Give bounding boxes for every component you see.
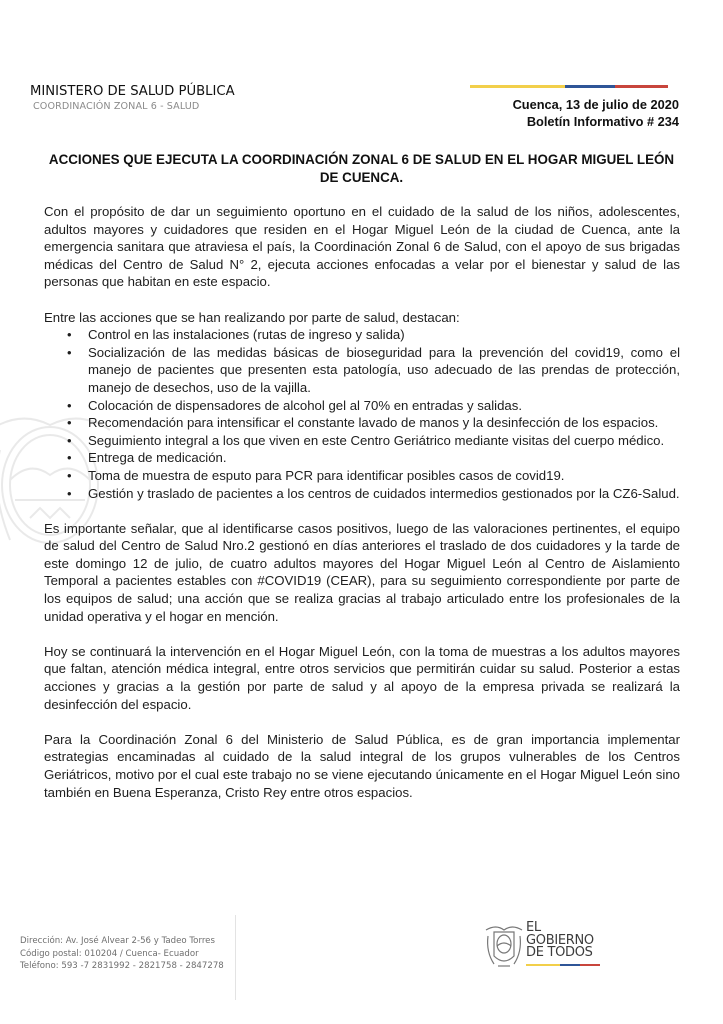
flag-yellow-segment (470, 85, 565, 88)
list-item: • Toma de muestra de esputo para PCR para identificar posibles casos de covid19. (88, 467, 680, 485)
footer-phone: Teléfono: 593 -7 2831992 - 2821758 - 2847278 (20, 961, 224, 971)
document-title (40, 151, 683, 187)
date: Cuenca, 13 de julio de 2020 (512, 97, 679, 112)
coat-of-arms-icon (484, 922, 524, 970)
footer-divider (235, 915, 236, 1000)
list-item: • Entrega de medicación. (88, 449, 680, 467)
footer-contact (20, 935, 224, 973)
title-line-2: DE CUENCA. (319, 170, 404, 185)
title-line-1: ACCIONES QUE EJECUTA LA COORDINACIÓN ZONAL 6 DE SALUD EN EL HOGAR MIGUEL LEÓN (48, 152, 675, 167)
gobierno-de-todos-logo (484, 922, 614, 972)
actions-list-intro: Entre las acciones que se han realizando por parte de salud, destacan: (44, 309, 460, 325)
list-item: • Gestión y traslado de pacientes a los centros de cuidados intermedios gestionados por la CZ6-Salud. (88, 485, 680, 503)
flag-red-segment (615, 85, 668, 88)
paragraph-intro: Con el propósito de dar un seguimiento oportuno en el cuidado de la salud de los niños, adolescentes, adultos mayores y cuidadores que residen en el Hogar Miguel León de la ciudad de Cuenca, ante la emergencia sanitara que atraviesa el país, la Coordinación Zonal 6 de Salud, con el apoyo de sus brigadas médicas del Centro de Salud N° 2, ejecuta acciones enfocadas a velar por el bienestar y salud de las personas que habitan en este espacio. (44, 204, 680, 290)
date-block (513, 96, 679, 130)
footer-address: Dirección: Av. José Alvear 2-56 y Tadeo Torres (20, 936, 215, 946)
flag-blue-segment (565, 85, 615, 88)
actions-list (44, 326, 680, 502)
gov-logo-line-1: EL (526, 920, 541, 935)
flag-color-bar (470, 85, 668, 88)
paragraph-positive-cases: Es importante señalar, que al identificarse casos positivos, luego de las valoraciones pertinentes, el equipo de salud del Centro de Salud Nro.2 gestionó en días anteriores el traslado de dos cuidadores y la tarde de este domingo 12 de julio, de cuatro adultos mayores del Hogar Miguel León al Centro de Aislamiento Temporal a pacientes estables con #COVID19 (CEAR), para su seguimiento correspondiente por parte de los equipos de salud; una acción que se realiza gracias al trabajo articulado entre los profesionales de la unidad operativa y el hogar en mención. (44, 520, 680, 624)
list-item: • Seguimiento integral a los que viven en este Centro Geriátrico mediante visitas del cuerpo médico. (88, 432, 680, 450)
gov-logo-text (526, 922, 594, 960)
bulletin-number: Boletín Informativo # 234 (526, 114, 679, 129)
footer-postal-code: Código postal: 010204 / Cuenca- Ecuador (20, 948, 199, 959)
gov-logo-flag-bar (526, 964, 600, 966)
gov-logo-line-2: GOBIERNO (526, 932, 594, 948)
list-item: • Control en las instalaciones (rutas de ingreso y salida) (88, 326, 680, 344)
list-item: • Colocación de dispensadores de alcohol gel al 70% en entradas y salidas. (88, 397, 680, 415)
list-item: • Recomendación para intensificar el constante lavado de manos y la desinfección de los espacios. (88, 414, 680, 432)
document-body (44, 203, 680, 819)
paragraph-continued-intervention: Hoy se continuará la intervención en el Hogar Miguel León, con la toma de muestras a los adultos mayores que faltan, atención médica integral, entre otros servicios que permitirán cuidar su salud. Posterior a estas acciones y gracias a la gestión por parte de salud y al apoyo de la empresa privada se realizará la desinfección del espacio. (44, 643, 680, 712)
ministry-name: MINISTERO DE SALUD PÚBLICA (30, 84, 235, 99)
paragraph-conclusion: Para la Coordinación Zonal 6 del Ministerio de Salud Pública, es de gran importancia implementar estrategias encaminadas al cuidado de la salud integral de los grupos vulnerables de los Centros Geriátricos, motivo por el cual este trabajo no se viene ejecutando únicamente en el Hogar Miguel León sino también en Buena Esperanza, Cristo Rey entre otros espacios. (44, 731, 680, 800)
gov-logo-line-3: DE TODOS (526, 945, 593, 960)
coordination-zone: COORDINACIÓN ZONAL 6 - SALUD (33, 101, 200, 112)
list-item: • Socialización de las medidas básicas de bioseguridad para la prevención del covid19, como el manejo de pacientes que presenten esta patología, uso adecuado de las prendas de protección, manejo de desechos, uso de la vajilla. (88, 344, 680, 397)
